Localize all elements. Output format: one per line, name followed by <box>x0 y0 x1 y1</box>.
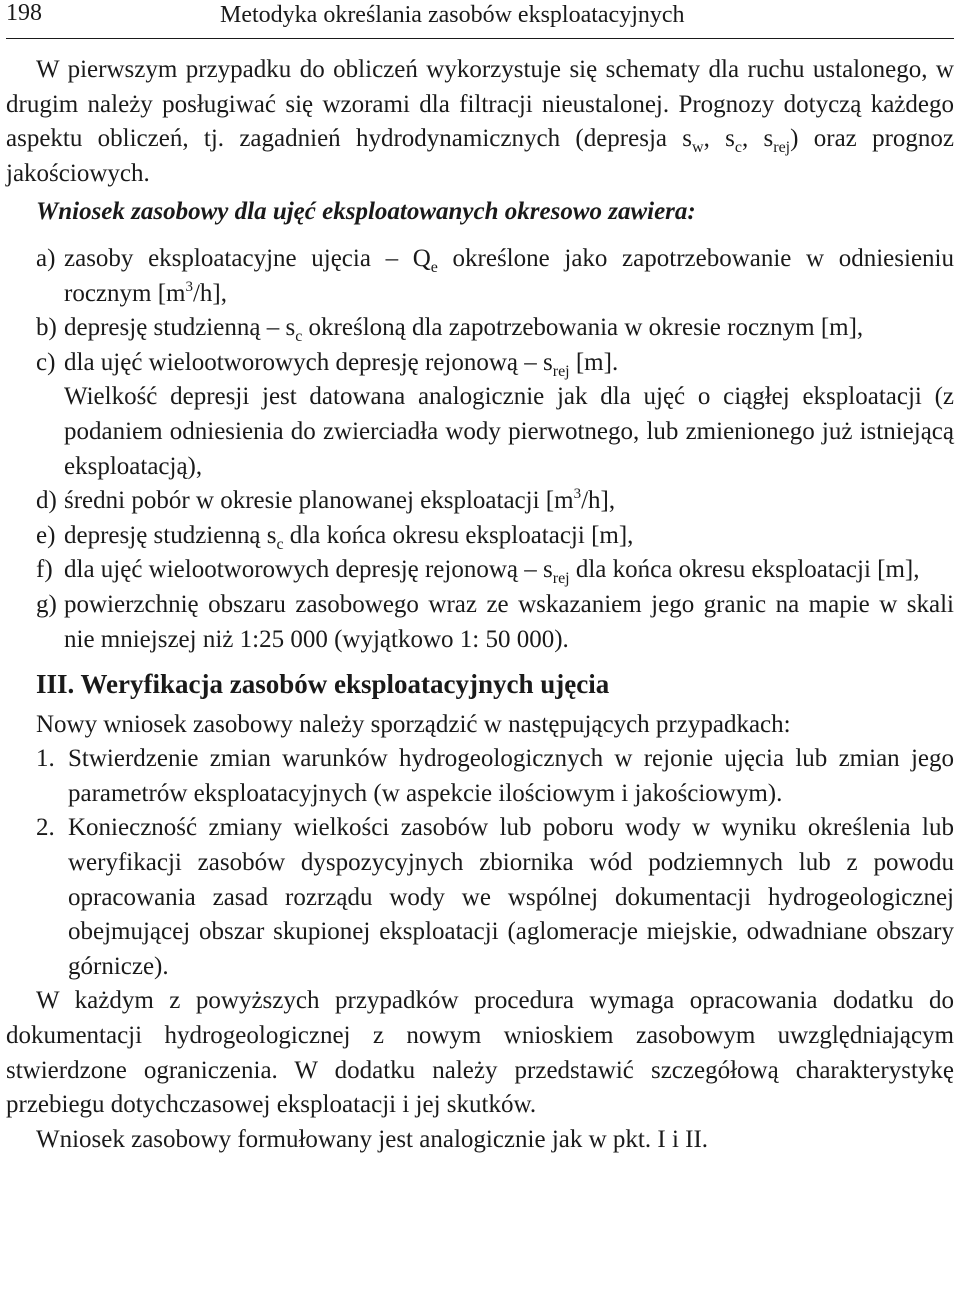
list-item-c-text: dla ujęć wielootworowych depresję rejonową – s <box>64 348 553 376</box>
list-item-c-text-2: [m]. <box>569 348 619 376</box>
list-item-d-text: średni pobór w okresie planowanej eksploatacji [m <box>64 487 574 515</box>
list-item-f-text-2: dla końca okresu eksploatacji [m], <box>569 556 920 584</box>
numbered-item-1 <box>6 742 954 811</box>
body-text <box>6 53 954 1157</box>
list-item-g-text: powierzchnię obszaru zasobowego wraz ze wskazaniem jego granic na mapie w skali nie mniejszej niż 1:25 000 (wyjątkowo 1: 50 000). <box>64 590 954 653</box>
list-label-g: g) <box>36 590 57 618</box>
list-item-a-text-3: /h], <box>192 279 228 307</box>
subscript-e: e <box>430 258 438 276</box>
list-label-d: d) <box>36 487 57 515</box>
list-item-g <box>6 588 954 657</box>
list-item-e-text: depresję studzienną s <box>64 521 277 549</box>
subscript-rej: rej <box>552 362 570 380</box>
intro-text-end: ) oraz prognoz jakościowych. <box>6 125 954 187</box>
subscript-rej: rej <box>773 139 791 157</box>
list-label-f: f) <box>36 556 53 584</box>
list-item-a-text-2: określone jako zapotrzebowanie w odniesieniu rocznym [m <box>64 244 954 307</box>
list-item-b-text: depresję studzienną – s <box>64 314 296 342</box>
subscript-w: w <box>692 139 704 157</box>
subscript-c: c <box>276 535 284 553</box>
list-item-c <box>6 346 954 381</box>
procedure-paragraph: W każdym z powyższych przypadków procedura wymaga opracowania dodatku do dokumentacji hydrogeologicznej z nowym wnioskiem zasobowym uwzględniającym stwierdzone ograniczenia. W dodatku należy przedstawić szczegółową charakterystykę przebiegu dotychczasowej eksploatacji i jej skutków. <box>6 987 954 1119</box>
list-label-b: b) <box>36 314 57 342</box>
numbered-item-2 <box>6 811 954 984</box>
intro-paragraph <box>6 53 954 191</box>
list-item-a-text: zasoby eksploatacyjne ujęcia – Q <box>64 244 431 272</box>
superscript-3: 3 <box>573 486 582 503</box>
list-item-f-text: dla ujęć wielootworowych depresję rejonową – s <box>64 556 553 584</box>
section-heading: III. Weryfikacja zasobów eksploatacyjnych ujęcia <box>36 669 610 700</box>
intro-sep-1: , s <box>703 125 735 153</box>
list-item-b-text-2: określoną dla zapotrzebowania w okresie rocznym [m], <box>302 314 864 342</box>
list-item-e-text-2: dla końca okresu eksploatacji [m], <box>283 521 634 549</box>
running-title: Metodyka określania zasobów eksploatacyjnych <box>220 2 685 28</box>
closing-paragraph: Wniosek zasobowy formułowany jest analogicznie jak w pkt. I i II. <box>36 1125 709 1153</box>
subscript-c: c <box>295 328 303 346</box>
intro-sep-2: , s <box>741 125 774 153</box>
list-item-a <box>6 242 954 311</box>
list-item-d-text-2: /h], <box>581 487 616 515</box>
subscript-rej: rej <box>552 570 570 588</box>
page-number: 198 <box>6 0 42 26</box>
list-item-e <box>6 519 954 554</box>
running-header <box>6 0 954 39</box>
list-label-c: c) <box>36 348 56 376</box>
list-label-e: e) <box>36 521 56 549</box>
intro-text: W pierwszym przypadku do obliczeń wykorzystuje się schematy dla ruchu ustalonego, w drugim należy posługiwać się wzorami dla filtracji nieustalonej. Prognozy dotyczą każdego aspektu obliczeń, tj. zagadnień hydrodynamicznych (depresja s <box>6 56 954 153</box>
numbered-label-2: 2. <box>36 814 55 842</box>
list-item-f <box>6 553 954 588</box>
list-label-a: a) <box>36 244 56 272</box>
list-item-b <box>6 311 954 346</box>
lead-heading: Wniosek zasobowy dla ujęć eksploatowanych okresowo zawiera: <box>36 198 696 226</box>
section-intro: Nowy wniosek zasobowy należy sporządzić w następujących przypadkach: <box>36 710 791 738</box>
list-item-d <box>6 484 954 519</box>
list-item-c-note: Wielkość depresji jest datowana analogicznie jak dla ujęć o ciągłej eksploatacji (z podaniem odniesienia do zwierciadła wody pierwotnego, lub zmienionego już istniejącą eksploatacją), <box>64 383 954 480</box>
superscript-3: 3 <box>185 278 193 295</box>
numbered-label-1: 1. <box>36 745 55 773</box>
numbered-item-2-text: Konieczność zmiany wielkości zasobów lub poboru wody w wyniku określenia lub weryfikacji zasobów dyspozycyjnych zbiornika wód podziemnych lub z powodu opracowania zasad rozrządu wody we wspólnej dokumentacji hydrogeologicznej obejmującej obszar skupionej eksploatacji (aglomeracje miejskie, odwadniane obszary górnicze). <box>68 814 954 980</box>
subscript-c: c <box>734 139 742 157</box>
numbered-item-1-text: Stwierdzenie zmian warunków hydrogeologicznych w rejonie ujęcia lub zmian jego parametrów eksploatacyjnych (w aspekcie ilościowym i jakościowym). <box>68 745 954 807</box>
